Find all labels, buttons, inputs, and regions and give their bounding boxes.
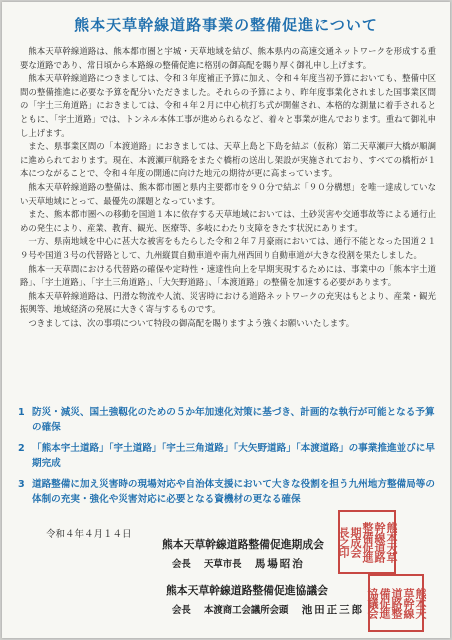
document-title: 熊本天草幹線道路事業の整備促進について [74, 16, 378, 34]
signatory-name: 池田正三郎 [301, 604, 365, 616]
paragraph-request-lead: つきましては、次の事項について特段の御高配を賜りますよう強くお願いいたします。 [28, 317, 355, 328]
paragraph-intro: 熊本天草幹線道路は、熊本都市圏と宇城・天草地域を結び、熊本県内の高速交通ネットワークを形成する重要な道路であり、常日頃から本路線の整備促進に格別の御高配を賜り厚く御礼申し上げます。 [20, 46, 436, 70]
request-text: 「熊本宇土道路」「宇土道路」「宇土三角道路」「大矢野道路」「本渡道路」の事業推進並びに早期完成 [32, 443, 435, 469]
request-text: 防災・減災、国土強靱化のための５か年加速化対策に基づき、計画的な執行が可能となる予算の確保 [32, 407, 435, 433]
document-date: 令和４年４月１４日 [46, 529, 132, 540]
request-item [18, 441, 438, 471]
request-list [18, 405, 438, 513]
signatory-affiliation: 本渡商工会議所会頭 [204, 605, 289, 616]
paragraph-90min-plan: 熊本天草幹線道路の整備は、熊本都市圏と県内主要都市を９０分で結ぶ「９０分構想」を唯一達成していない天草地域にとって、最優先の課題となっています。 [20, 181, 436, 206]
signatory-line-1 [172, 556, 305, 571]
request-item [18, 477, 438, 507]
paragraph-contribution: 熊本天草幹線道路は、円滑な物流や人流、災害時における道路ネットワークの充実はもとより、産業・観光振興等、地域経済の発展に大きく寄与するものです。 [20, 290, 436, 315]
signatory-line-2 [172, 602, 364, 617]
signatory-role: 会長 [172, 559, 191, 570]
paragraph-heavy-rain: 一方、県南地域を中心に甚大な被害をもたらした令和２年７月豪雨においては、通行不能となった国道２１９号や国道３号の代替路として、九州縦貫自動車道や南九州西回り自動車道が大きな役割を果たしました。 [20, 236, 436, 260]
paragraph-hondo-road: また、県事業区間の「本渡道路」におきましては、天草上島と下島を結ぶ（仮称）第二天草瀬戸大橋が順調に進められております。現在、本渡瀬戸航路をまたぐ橋桁の送出し架設が実施されており、すべての橋桁が１本につながることで、令和４年度の開通に向けた地元の期待が更に高まっています。 [20, 141, 436, 179]
request-item [18, 405, 438, 435]
document-body [20, 45, 436, 330]
signatory-affiliation: 天草市長 [204, 559, 242, 570]
paragraph-budget: 熊本天草幹線道路につきましては、令和３年度補正予算に加え、令和４年度当初予算においても、整備中区間の整備推進に必要な予算を配分いただきました。それらの予算により、昨年度事業化されました国事業区間の「宇土三角道路」におきましては、令和４年２月に中心杭打ち式が開催され、本格的な測量に着手されるとともに、「宇土道路」では、トンネル本体工事が進められるなど、着々と事業が進んでおります。重ねて御礼申し上げます。 [20, 73, 436, 138]
request-text: 道路整備に加え災害時の現場対応や自治体支援において大きな役割を担う九州地方整備局等の体制の充実・強化や災害対応に必要となる資機材の更なる確保 [32, 479, 435, 505]
paragraph-single-route: また、熊本都市圏への移動を国道１本に依存する天草地域においては、土砂災害や交通事故等による通行止めの発生により、産業、教育、観光、医療等、多岐にわたり支障をきたす状況にあります。 [20, 209, 436, 233]
request-number: 2 [18, 443, 25, 454]
signatory-org-2: 熊本天草幹線道路整備促進協議会 [166, 584, 328, 597]
signatory-name: 馬場昭治 [254, 558, 305, 570]
red-seal-stamp: 熊本天 草幹線 道路整 備促進 協議会 [368, 574, 424, 632]
paragraph-acceleration: 熊本一天草間における代替路の確保や定時性・速達性向上を早期実現するためには、事業中の「熊本宇土道路」、「宇土道路」、「宇土三角道路」、「大矢野道路」、「本渡道路」の整備を加速する必要があります。 [20, 263, 436, 288]
red-seal-stamp: 熊本天草 幹線道路 整備促進 期成会 長之印 [338, 510, 396, 574]
signatory-role: 会長 [172, 605, 191, 616]
document-page [2, 2, 450, 638]
request-number: 3 [18, 479, 25, 490]
request-number: 1 [18, 407, 25, 418]
signatory-org-1: 熊本天草幹線道路整備促進期成会 [162, 538, 324, 551]
